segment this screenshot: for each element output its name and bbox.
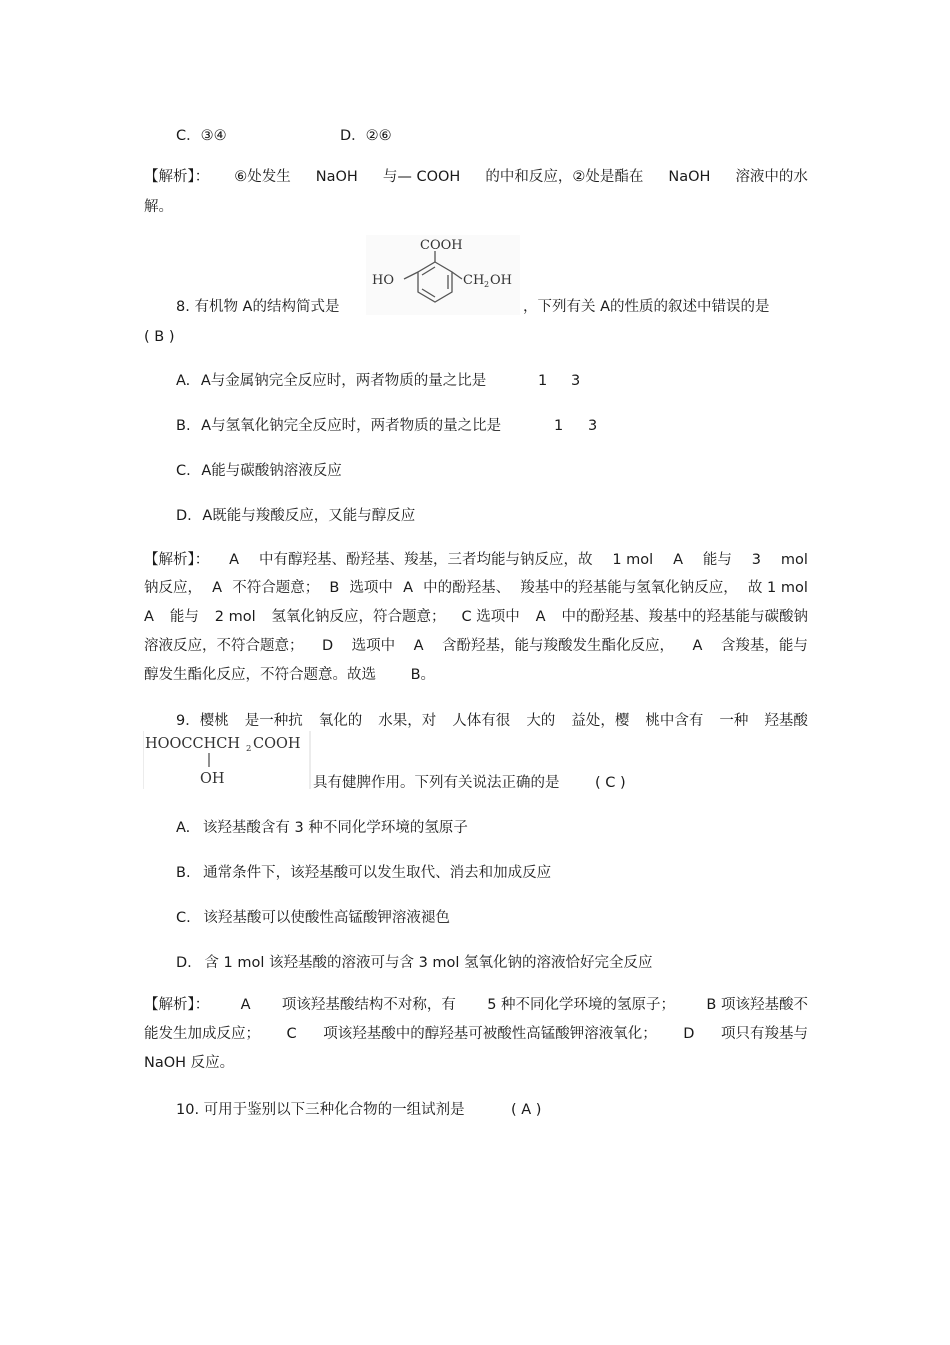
option-d: D．②⑥ [340,128,392,144]
structure-formula-hydroxy-acid [143,731,311,789]
q9-answer: ( C ) [595,775,626,791]
svg-text:OH: OH [200,771,225,787]
q9-option-a: A. 该羟基酸含有 3 种不同化学环境的氢原子 [176,820,468,836]
option-c: C．③④ [176,128,227,144]
q8-stem-right: ，下列有关 A的性质的叙述中错误的是 [523,299,770,315]
q10-answer: ( A ) [511,1102,542,1118]
q10-stem: 10. 可用于鉴别以下三种化合物的一组试剂是 [176,1102,465,1118]
q8-option-a-v1: 1 [538,373,548,389]
q9-option-c: C. 该羟基酸可以使酸性高锰酸钾溶液褪色 [176,910,450,926]
q8-analysis-line-3: A 能与 2 mol 氢氧化钠反应，符合题意； C 选项中 A 中的酚羟基、羧基中的羟基能与碳酸钠 [144,609,808,625]
q9-option-d: D. 含 1 mol 该羟基酸的溶液可与含 3 mol 氢氧化钠的溶液恰好完全反应 [176,955,653,971]
svg-text:HO: HO [372,273,394,288]
q9-stem-line-1: 9．樱桃 是一种抗 氧化的 水果，对 人体有很 大的 益处，樱 桃中含有 一种 羟基酸 [176,713,808,729]
q9-option-b: B. 通常条件下，该羟基酸可以发生取代、消去和加成反应 [176,865,552,881]
svg-text:HOOCCHCH: HOOCCHCH [145,736,240,752]
structure-formula-a [366,235,520,315]
q9-analysis-line-1: 【解析】： A 项该羟基酸结构不对称，有 5 种不同化学环境的氢原子； B 项该羟基酸不 [144,997,808,1013]
q8-option-b-v2: 3 [588,418,598,434]
q8-option-b-v1: 1 [554,418,564,434]
q7-analysis-line-1: 【解析】： ⑥处发生 NaOH 与— COOH 的中和反应，②处是酯在 NaOH 溶液中的水 [144,169,808,185]
svg-text:2: 2 [246,744,252,754]
q8-analysis-line-4: 溶液反应，不符合题意； D 选项中 A 含酚羟基，能与羧酸发生酯化反应， A 含羧基，能与 [144,638,808,654]
q8-option-a-v2: 3 [571,373,581,389]
q9-stem-line-2: 具有健脾作用。下列有关说法正确的是 [313,775,560,791]
q9-analysis-tail: NaOH 反应。 [144,1055,235,1071]
q9-analysis-line-2: 能发生加成反应； C 项该羟基酸中的醇羟基可被酸性高锰酸钾溶液氧化； D 项只有羧基与 [144,1026,808,1042]
q8-analysis-line-1: 【解析】： A 中有醇羟基、酚羟基、羧基，三者均能与钠反应，故 1 mol A 能与 3 mol [144,552,808,568]
svg-text:COOH: COOH [420,238,463,253]
q8-analysis-line-2: 钠反应， A 不符合题意； B 选项中 A 中的酚羟基、 羧基中的羟基能与氢氧化钠反应， 故 1 mol [144,580,808,596]
q8-option-c: C. A能与碳酸钠溶液反应 [176,463,342,479]
q8-analysis-line-5: 醇发生酯化反应，不符合题意。故选 B。 [144,667,436,683]
q8-answer: ( B ) [144,329,175,345]
q8-option-b: B. A与氢氧化钠完全反应时，两者物质的量之比是 [176,418,502,434]
svg-text:2: 2 [484,280,490,289]
svg-text:OH: OH [490,273,512,288]
q7-analysis-tail: 解。 [144,199,173,215]
svg-text:COOH: COOH [253,736,301,752]
q8-option-a: A. A与金属钠完全反应时，两者物质的量之比是 [176,373,487,389]
svg-text:CH: CH [463,273,485,288]
q8-option-d: D. A既能与羧酸反应，又能与醇反应 [176,508,416,524]
q8-stem-left: 8. 有机物 A的结构简式是 [176,299,340,315]
